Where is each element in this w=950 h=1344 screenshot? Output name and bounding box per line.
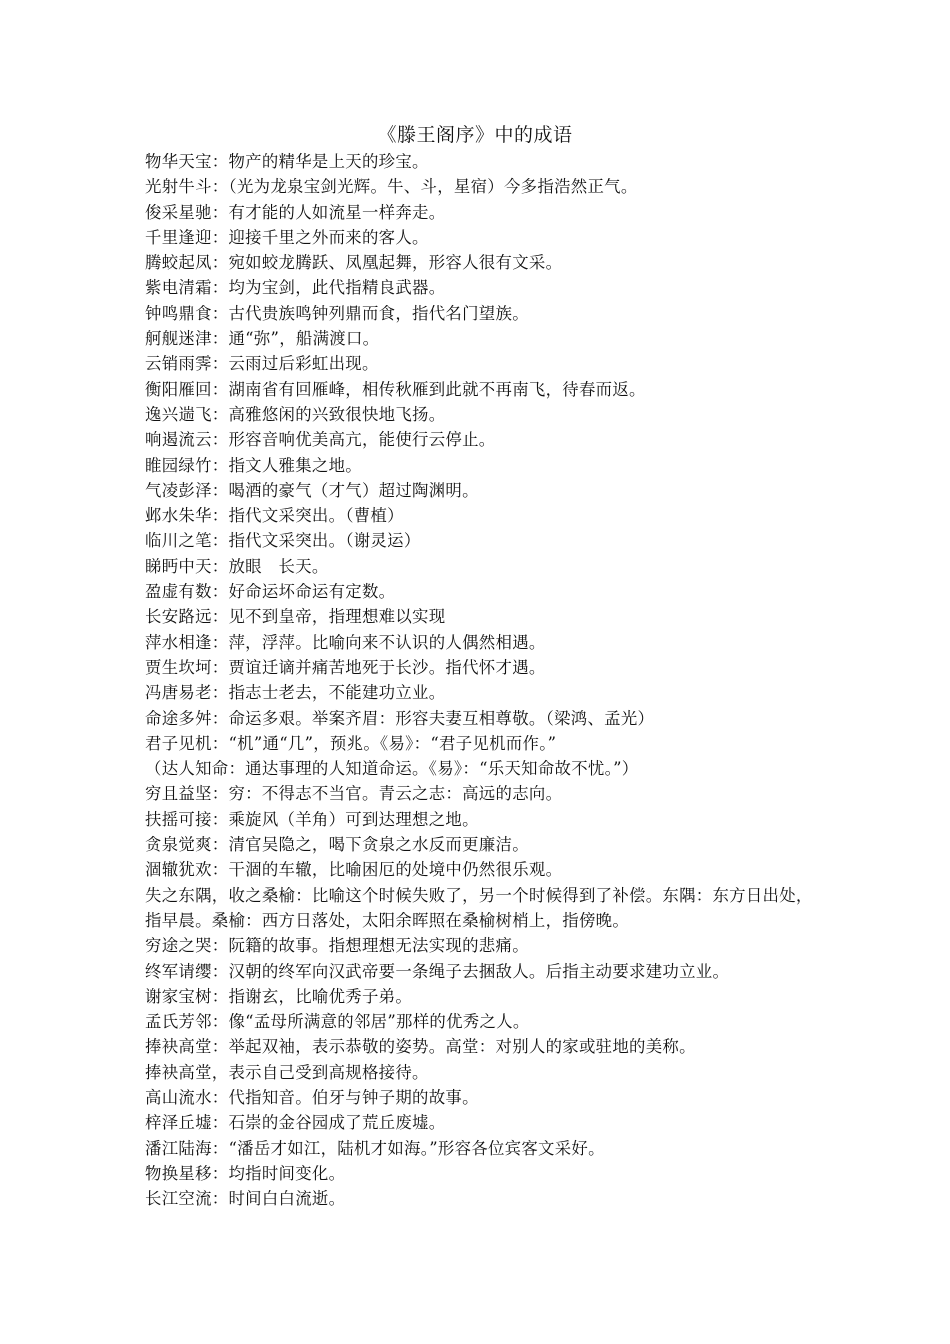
idiom-entry: 谢家宝树：指谢玄，比喻优秀子弟。 — [145, 986, 413, 1006]
idiom-entry: 睢园绿竹：指文人雅集之地。 — [145, 455, 362, 475]
idiom-entry: 君子见机：“机”通“几”，预兆。《易》：“君子见机而作。” — [145, 733, 557, 753]
idiom-entry: 潘江陆海：“潘岳才如江，陆机才如海。”形容各位宾客文采好。 — [145, 1138, 605, 1158]
idiom-entry: 穷途之哭：阮籍的故事。指想理想无法实现的悲痛。 — [145, 936, 529, 956]
idiom-entry: 钟鸣鼎食：古代贵族鸣钟列鼎而食，指代名门望族。 — [145, 303, 529, 323]
idiom-entry: 贪泉觉爽：清官吴隐之，喝下贪泉之水反而更廉洁。 — [145, 835, 529, 855]
idiom-entry: 腾蛟起凤：宛如蛟龙腾跃、凤凰起舞，形容人很有文采。 — [145, 253, 563, 273]
idiom-entry: 涸辙犹欢：干涸的车辙，比喻困厄的处境中仍然很乐观。 — [145, 860, 563, 880]
idiom-entry: 梓泽丘墟：石崇的金谷园成了荒丘废墟。 — [145, 1113, 446, 1133]
idiom-entry: 萍水相逢：萍，浮萍。比喻向来不认识的人偶然相遇。 — [145, 632, 546, 652]
idiom-entry: 扶摇可接：乘旋风（羊角）可到达理想之地。 — [145, 809, 479, 829]
idiom-entry: 衡阳雁回：湖南省有回雁峰，相传秋雁到此就不再南飞，待春而返。 — [145, 379, 646, 399]
idiom-entry: 长江空流：时间白白流逝。 — [145, 1189, 346, 1209]
idiom-entry: 临川之笔：指代文采突出。（谢灵运） — [145, 531, 421, 551]
document-title: 《滕王阁序》中的成语 — [377, 124, 573, 146]
idiom-entry: 捧袂高堂：举起双袖，表示恭敬的姿势。高堂：对别人的家或驻地的美称。 — [145, 1037, 696, 1057]
idiom-entry: 贾生坎坷：贾谊迁谪并痛苦地死于长沙。指代怀才遇。 — [145, 657, 546, 677]
idiom-entry: 终军请缨：汉朝的终军向汉武帝要一条绳子去捆敌人。后指主动要求建功立业。 — [145, 961, 730, 981]
idiom-list — [145, 149, 813, 1211]
idiom-entry: 紫电清霜：均为宝剑，此代指精良武器。 — [145, 278, 446, 298]
idiom-entry: 穷且益坚：穷：不得志不当官。青云之志：高远的志向。 — [145, 784, 563, 804]
idiom-entry: 逸兴遄飞：高雅悠闲的兴致很快地飞扬。 — [145, 404, 446, 424]
idiom-entry: 物换星移：均指时间变化。 — [145, 1163, 346, 1183]
idiom-entry: 物华天宝：物产的精华是上天的珍宝。 — [145, 152, 429, 171]
idiom-entry: 睇眄中天：放眼 长天。 — [145, 556, 329, 576]
idiom-entry: 舸舰迷津：通“弥”，船满渡口。 — [145, 329, 380, 349]
idiom-entry: 气凌彭泽：喝酒的豪气（才气）超过陶渊明。 — [145, 480, 479, 500]
idiom-entry: 光射牛斗：（光为龙泉宝剑光辉。牛、斗，星宿）今多指浩然正气。 — [145, 177, 638, 197]
idiom-entry: 响遏流云：形容音响优美高亢，能使行云停止。 — [145, 430, 496, 450]
idiom-entry: 千里逢迎：迎接千里之外而来的客人。 — [145, 227, 429, 247]
idiom-entry: 邺水朱华：指代文采突出。（曹植） — [145, 506, 404, 526]
idiom-entry: （达人知命：通达事理的人知道命运。《易》：“乐天知命故不忧。”） — [145, 759, 639, 779]
idiom-entry: 孟氏芳邻：像“孟母所满意的邻居”那样的优秀之人。 — [145, 1012, 530, 1032]
idiom-entry: 盈虚有数：好命运坏命运有定数。 — [145, 582, 396, 602]
idiom-entry: 长安路远：见不到皇帝，指理想难以实现 — [145, 607, 446, 627]
idiom-entry: 捧袂高堂，表示自己受到高规格接待。 — [145, 1062, 429, 1082]
idiom-entry: 命途多舛：命运多艰。举案齐眉：形容夫妻互相尊敬。（梁鸿、孟光） — [145, 708, 655, 728]
idiom-entry: 失之东隅，收之桑榆：比喻这个时候失败了，另一个时候得到了补偿。东隅：东方日出处，指早晨。桑榆：西方日落处，太阳余晖照在桑榆树梢上，指傍晚。 — [145, 885, 813, 930]
idiom-entry: 冯唐易老：指志士老去，不能建功立业。 — [145, 683, 446, 703]
idiom-entry: 云销雨霁：云雨过后彩虹出现。 — [145, 354, 379, 374]
idiom-entry: 高山流水：代指知音。伯牙与钟子期的故事。 — [145, 1087, 479, 1107]
idiom-entry: 俊采星驰：有才能的人如流星一样奔走。 — [145, 202, 446, 222]
